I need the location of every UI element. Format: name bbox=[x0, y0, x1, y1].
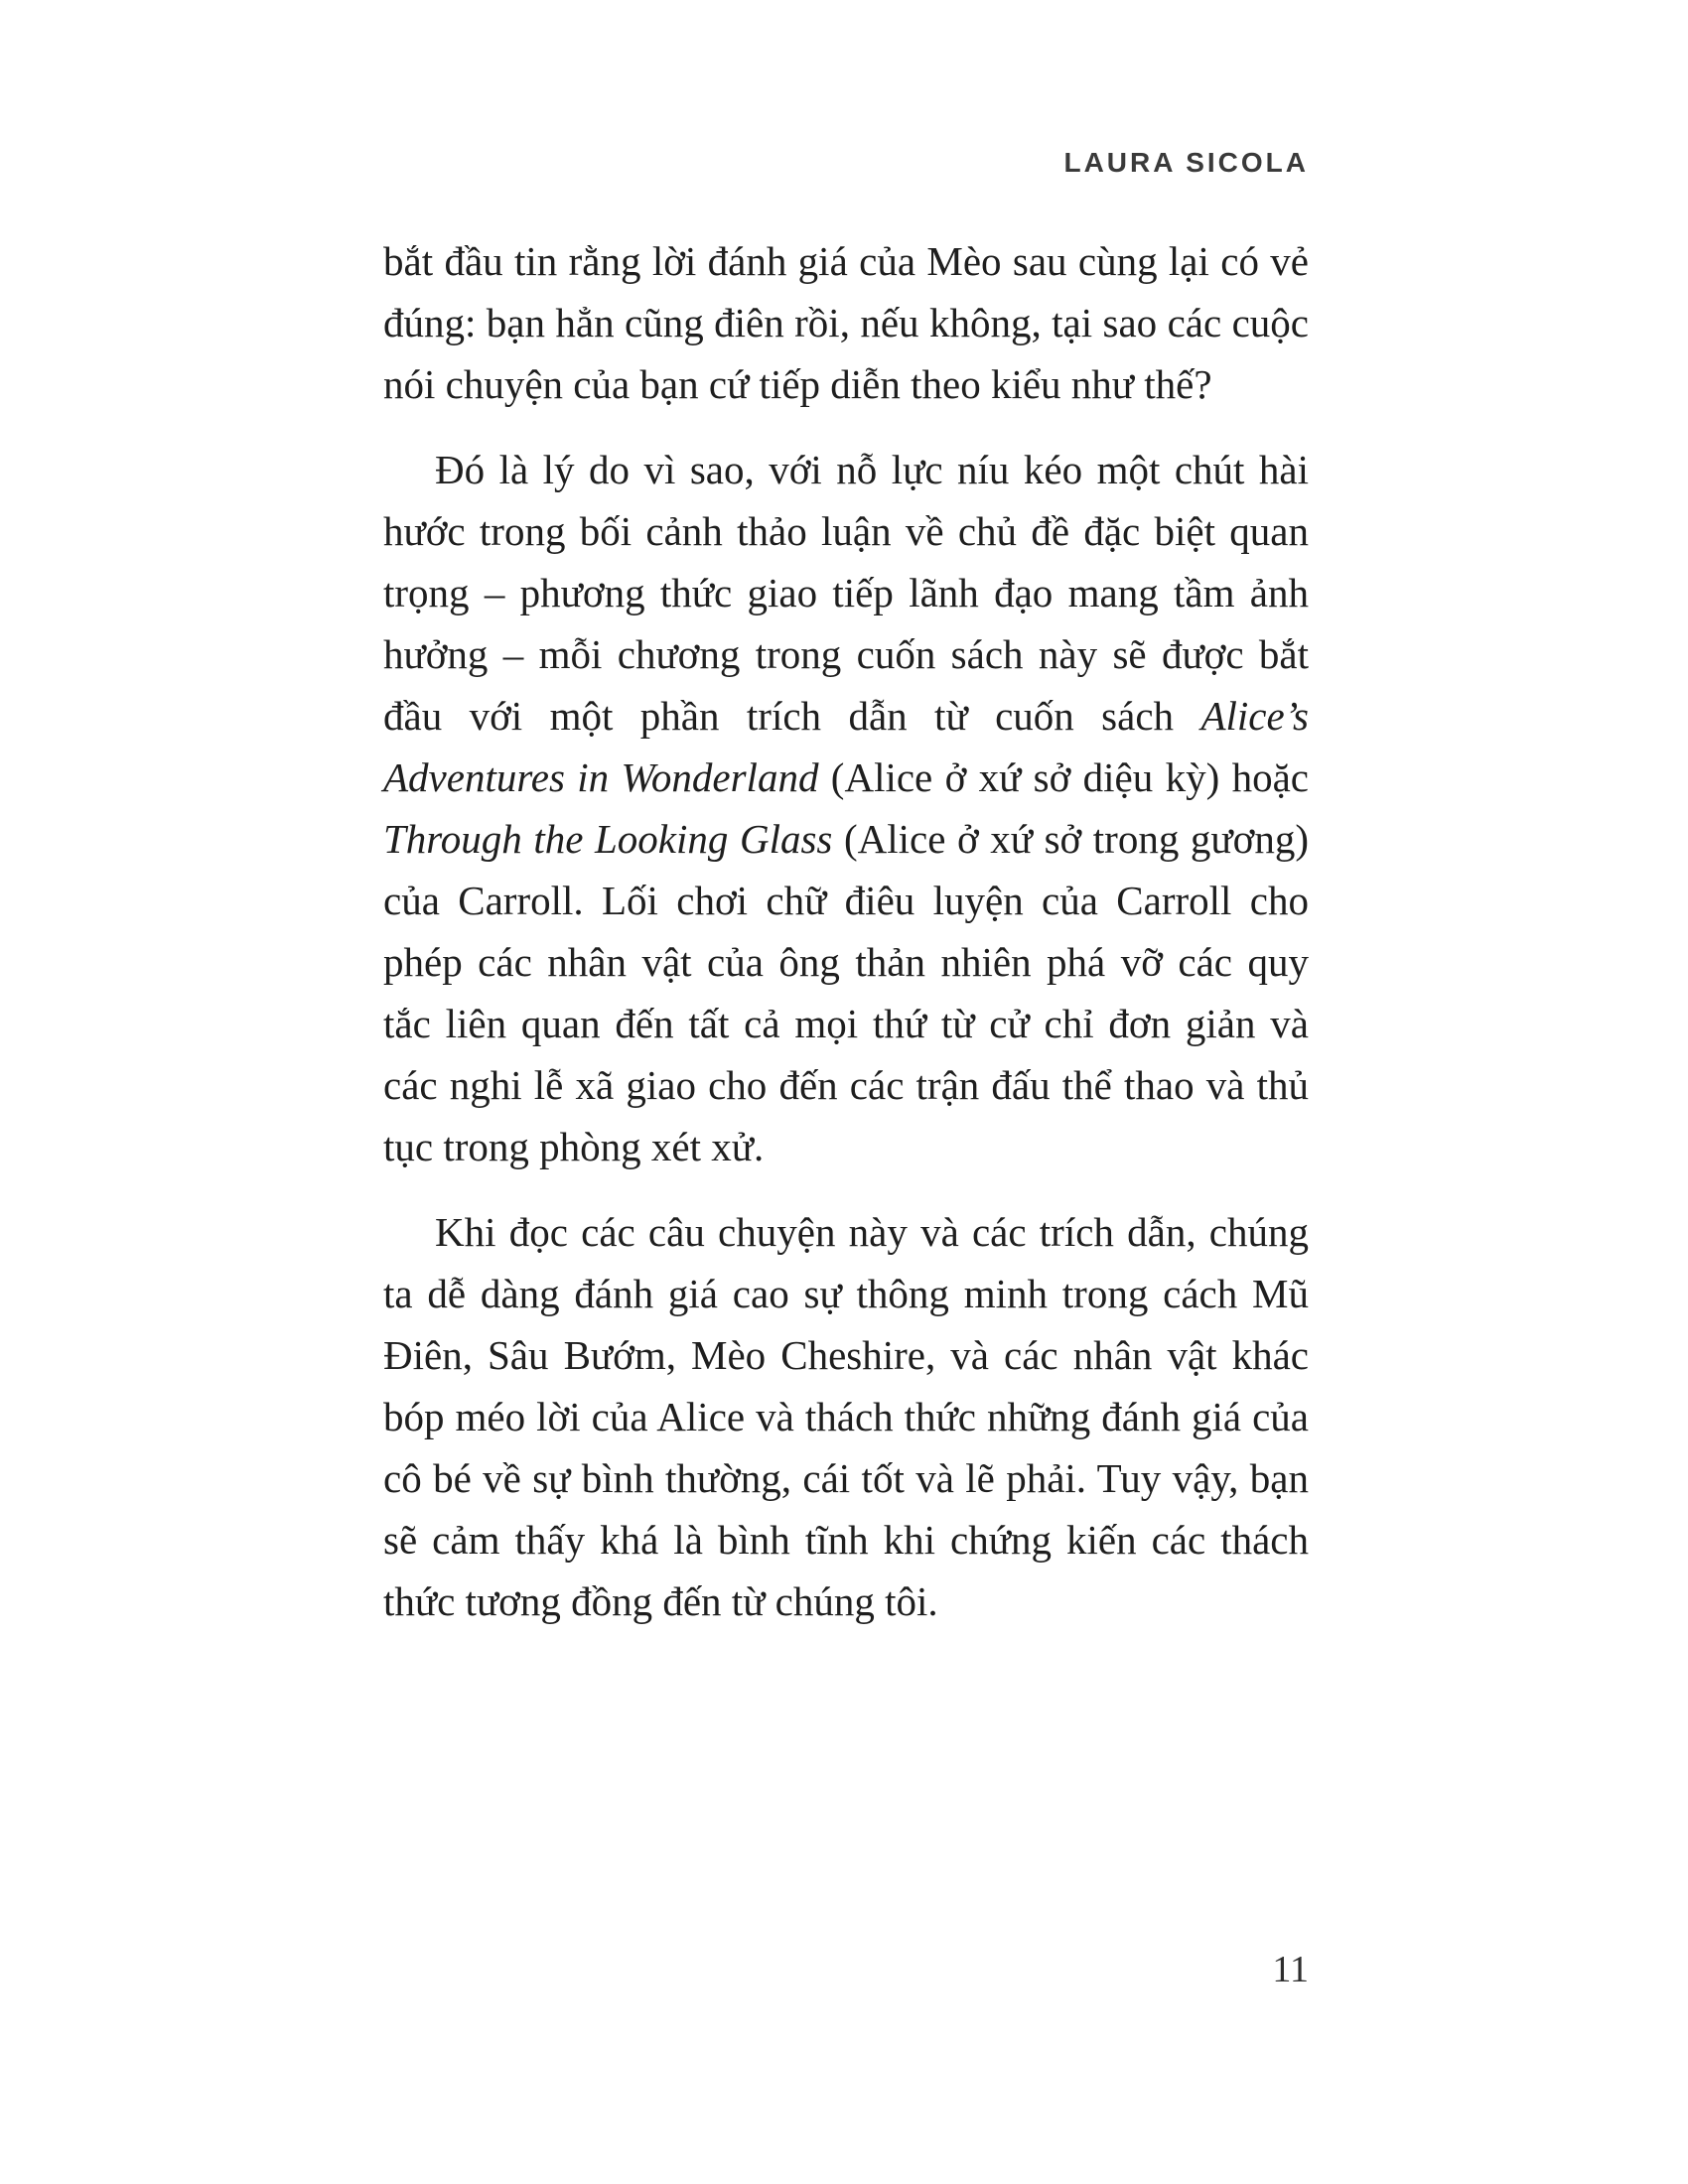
paragraph-3: Khi đọc các câu chuyện này và các trích dẫn, chúng ta dễ dàng đánh giá cao sự thông minh trong cách Mũ Điên, Sâu Bướm, Mèo Cheshire, và các nhân vật khác bóp méo lời của Alice và thách thức những đánh giá của cô bé về sự bình thường, cái tốt và lẽ phải. Tuy vậy, bạn sẽ cảm thấy khá là bình tĩnh khi chứng kiến các thách thức tương đồng đến từ chúng tôi. bbox=[383, 1209, 1309, 1624]
running-header-author: LAURA SICOLA bbox=[1063, 147, 1309, 178]
page-number: 11 bbox=[1272, 1949, 1309, 1990]
paragraph-2-segment: (Alice ở xứ sở diệu kỳ) hoặc bbox=[818, 754, 1310, 800]
paragraph-2-segment: (Alice ở xứ sở trong gương) của Carroll. Lối chơi chữ điêu luyện của Carroll cho phép các nhân vật của ông thản nhiên phá vỡ các quy tắc liên quan đến tất cả mọi thứ từ cử chỉ đơn giản và các nghi lễ xã giao cho đến các trận đấu thể thao và thủ tục trong phòng xét xử. bbox=[383, 816, 1309, 1169]
body-text-column bbox=[383, 230, 1309, 1656]
book-title-italic-wonderland: Alice’s Adventures in Wonderland bbox=[383, 693, 1309, 800]
paragraph-2 bbox=[383, 439, 1309, 1177]
paragraph-1: bắt đầu tin rằng lời đánh giá của Mèo sau cùng lại có vẻ đúng: bạn hẳn cũng điên rồi, nếu không, tại sao các cuộc nói chuyện của bạn cứ tiếp diễn theo kiểu như thế? bbox=[383, 238, 1309, 407]
paragraph-2-segment: Đó là lý do vì sao, với nỗ lực níu kéo một chút hài hước trong bối cảnh thảo luận về chủ đề đặc biệt quan trọng – phương thức giao tiếp lãnh đạo mang tầm ảnh hưởng – mỗi chương trong cuốn sách này sẽ được bắt đầu với một phần trích dẫn từ cuốn sách bbox=[383, 447, 1309, 739]
book-title-italic-looking-glass: Through the Looking Glass bbox=[383, 816, 833, 862]
